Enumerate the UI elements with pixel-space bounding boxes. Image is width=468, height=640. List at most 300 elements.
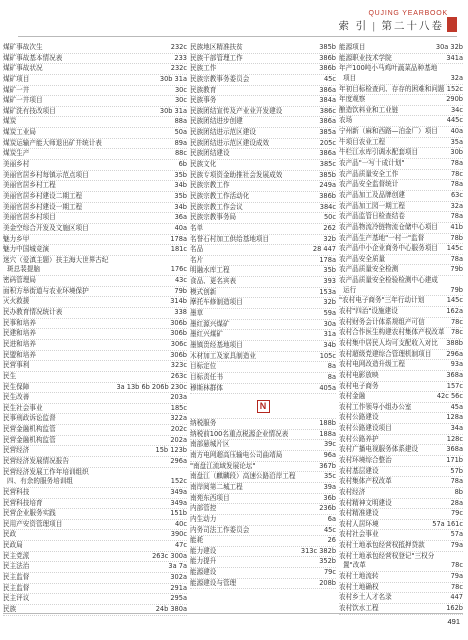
index-entry	[339, 244, 463, 255]
index-page-ref: 35b	[174, 191, 187, 200]
index-page-ref: 32a	[450, 201, 463, 210]
index-entry	[3, 213, 187, 224]
index-term: 农村电影放映	[339, 370, 379, 379]
index-entry	[190, 440, 336, 451]
index-term: 煤矿洗有技改项目	[3, 106, 56, 115]
index-entry	[339, 424, 463, 435]
index-term: 农村人居环境	[339, 519, 379, 528]
index-page-ref: 236b	[319, 504, 336, 513]
index-term: 民营企业服务实践	[3, 509, 56, 518]
index-term: 农村精准建设	[339, 509, 379, 518]
index-entry	[3, 235, 187, 246]
index-page-ref: 88c	[174, 149, 187, 158]
index-page-ref: 145c	[446, 244, 463, 253]
index-entry	[3, 361, 187, 372]
index-entry	[190, 557, 336, 568]
index-term: 四、有余的服务培训组	[7, 477, 73, 486]
index-term: 农村乡土人才名录	[339, 593, 392, 602]
index-entry	[339, 520, 463, 531]
index-term: 农产品中小企业商务中心服务项目	[339, 244, 438, 253]
index-entry	[3, 171, 187, 182]
index-entry	[190, 128, 336, 139]
index-term: 能源职业技术学院	[339, 53, 392, 62]
index-entry	[339, 435, 463, 446]
index-term: 农村合作医生构建农村集体产权改革	[339, 328, 445, 337]
index-term: 民营经济发展情况报告	[3, 456, 69, 465]
index-page-ref: 232c	[170, 43, 187, 51]
index-entry	[3, 584, 187, 595]
index-entry	[3, 541, 187, 552]
index-term: 能源建设	[190, 568, 217, 577]
index-entry	[339, 159, 463, 170]
index-entry	[190, 515, 336, 526]
index-term: 农村集体产权改革	[339, 477, 392, 486]
index-page-ref: 59a	[323, 309, 336, 318]
index-term: 墨红源兴煤矿	[190, 319, 230, 328]
index-page-ref: 447	[450, 593, 463, 602]
index-term: 农村经济	[339, 487, 366, 496]
index-entry	[190, 384, 336, 395]
index-page-ref: 208b	[319, 578, 336, 587]
index-page-ref: 263c	[170, 371, 187, 380]
index-page-ref: 35c	[323, 472, 336, 481]
index-page-ref: 47c	[174, 541, 187, 550]
index-entry	[190, 277, 336, 288]
index-entry	[3, 436, 187, 447]
index-entry	[190, 203, 336, 214]
index-term: 农村财务会计体系规组产可信	[339, 317, 425, 326]
index-page-ref: 45c	[323, 74, 336, 83]
index-page-ref: 30b	[450, 148, 463, 157]
index-term: 农村土地承包经营权登记"三权分	[339, 551, 435, 560]
index-page-ref: 93a	[450, 360, 463, 369]
index-page-ref: 205c	[319, 138, 336, 147]
index-term: 民营经济	[3, 446, 30, 455]
index-page-ref: 30a 32b	[435, 43, 463, 51]
index-entry	[190, 536, 336, 547]
index-entry	[339, 593, 463, 604]
index-page-ref: 34b	[323, 340, 336, 349]
index-page-ref: 188b	[319, 419, 336, 428]
index-page-ref: 89a	[174, 138, 187, 147]
index-page-ref: 40c	[174, 519, 187, 528]
index-entry	[190, 139, 336, 150]
index-term: 农产品质量安全检测	[339, 265, 399, 274]
index-term: 民族专项资金助推社会发展成效	[190, 170, 283, 179]
index-page-ref: 249a	[319, 181, 336, 190]
index-entry	[3, 393, 187, 404]
index-entry	[339, 552, 463, 562]
index-page-ref: 105c	[319, 351, 336, 360]
index-entry	[339, 583, 463, 594]
index-term: 美丽官居乡村每镇示范点项目	[3, 170, 89, 179]
index-term: 名品	[190, 245, 204, 254]
index-page-ref: 306b	[170, 350, 187, 359]
index-page-ref: 78c	[450, 169, 463, 178]
index-entry	[3, 149, 187, 160]
index-page-ref: 45a	[450, 402, 463, 411]
index-page-ref: 32b	[323, 298, 336, 307]
index-term: 民族团结进步创建	[190, 117, 243, 126]
index-term: 民主评议	[3, 594, 30, 603]
header-rule	[18, 36, 457, 37]
index-page-ref: 188a	[319, 429, 336, 438]
index-term: 美丽官居乡村建设二期工程	[3, 191, 83, 200]
index-page-ref: 368a	[446, 370, 463, 379]
index-page-ref: 39c	[323, 440, 336, 449]
index-term: 民族工作	[190, 64, 217, 73]
index-term: 农村广播电视服务体系建设	[339, 445, 419, 454]
index-term: 密码管理局	[3, 276, 36, 285]
index-term: 农村精神文明建设	[339, 498, 392, 507]
index-page-ref: 57b	[450, 466, 463, 475]
index-page-ref: 178a	[319, 255, 336, 264]
index-entry	[339, 202, 463, 213]
index-entry	[3, 245, 187, 256]
index-entry	[3, 139, 187, 150]
index-entry	[339, 561, 463, 572]
index-entry	[190, 451, 336, 462]
index-entry	[3, 446, 187, 457]
index-page-ref: 6a	[327, 514, 336, 523]
index-entry	[3, 43, 187, 54]
index-term: 农村公路建设	[339, 413, 379, 422]
index-entry	[3, 499, 187, 510]
index-term: 民盟和培养	[3, 350, 36, 359]
index-term: 煤矿一井项目	[3, 96, 43, 105]
index-term: 民族	[3, 604, 17, 613]
index-page-ref: 386a	[319, 85, 336, 94]
index-page-ref: 8a	[327, 372, 336, 381]
index-term: 明融水库工程	[190, 266, 230, 275]
index-term: 农产品"一写十成计划"	[339, 159, 405, 168]
index-page-ref: 128c	[446, 434, 463, 443]
index-entry	[339, 488, 463, 499]
index-term: 农村土地承包经营权抵押贷款	[339, 541, 425, 550]
index-entry	[190, 64, 336, 75]
index-entry	[3, 128, 187, 139]
index-page-ref: 367b	[319, 461, 336, 470]
index-page-ref: 322a	[170, 414, 187, 423]
index-page-ref: 8b	[454, 487, 463, 496]
index-entry	[3, 54, 187, 65]
index-entry	[339, 64, 463, 74]
index-term: 农村社会事业	[339, 530, 379, 539]
index-entry	[3, 425, 187, 436]
index-page-ref: 295a	[170, 594, 187, 603]
index-term: 民族地区精准扶贫	[190, 43, 243, 51]
index-page-ref: 78a	[450, 477, 463, 486]
index-entry	[190, 235, 336, 246]
index-group-n	[190, 419, 336, 589]
index-entry	[339, 212, 463, 223]
index-term: 目标责任书	[190, 372, 223, 381]
index-page-ref: 50a	[174, 128, 187, 137]
index-entry	[3, 265, 187, 276]
index-page-ref: 296a	[170, 456, 187, 465]
index-term: 煤炭运输产能大师退出矿井统计表	[3, 138, 102, 147]
index-term: 农产品加工园一期工程	[339, 201, 405, 210]
index-page-ref: 50c	[323, 213, 336, 222]
index-term: 农产品安全质量	[339, 254, 386, 263]
index-term: 农村环境综合整治	[339, 455, 392, 464]
index-page-ref: 341a	[446, 53, 463, 62]
index-entry	[190, 320, 336, 331]
index-page-ref: 153a	[319, 287, 336, 296]
index-entry	[3, 383, 187, 394]
index-entry	[3, 468, 187, 478]
index-term: 农村公路养护	[339, 434, 379, 443]
index-term: 农村土地确权	[339, 582, 379, 591]
index-page-ref: 34b	[174, 202, 187, 211]
index-page-ref: 78a	[450, 159, 463, 168]
index-page-ref: 78c	[450, 317, 463, 326]
index-entry	[339, 445, 463, 456]
index-term: 煤炭工业局	[3, 128, 36, 137]
index-entry	[3, 509, 187, 520]
index-entry	[190, 86, 336, 97]
index-entry	[3, 404, 187, 415]
index-page-ref: 40a	[174, 223, 187, 232]
index-page-ref: 30a	[323, 319, 336, 328]
index-term: 能力建设	[190, 546, 217, 555]
index-page-ref: 171b	[446, 455, 463, 464]
header-title: 索 引 | 第二十八卷	[338, 21, 444, 32]
index-entry	[339, 413, 463, 424]
index-entry	[339, 276, 463, 286]
index-term: 民族团结进示范区建设成效	[190, 138, 270, 147]
index-term: 民进和培养	[3, 339, 36, 348]
index-entry	[190, 117, 336, 128]
index-entry	[339, 360, 463, 371]
index-page-ref: 79b	[450, 265, 463, 274]
index-entry	[3, 297, 187, 308]
index-term: 农村"四治"设施建设	[339, 307, 398, 316]
index-term: "南盘江流域发展论坛"	[190, 461, 256, 470]
index-term: 民族宗教事务委员会	[190, 74, 250, 83]
index-entry	[3, 319, 187, 330]
index-page-ref: 306b	[170, 318, 187, 327]
index-entry	[339, 318, 463, 329]
index-group-m	[190, 43, 336, 394]
index-term: 民政局	[3, 541, 23, 550]
index-entry	[339, 234, 463, 245]
index-term: 民营事利	[3, 361, 30, 370]
index-page-ref: 79a	[450, 541, 463, 550]
index-term: 年度观察	[339, 95, 366, 104]
index-term: 农村土地流转	[339, 572, 379, 581]
index-entry	[190, 107, 336, 118]
index-entry	[339, 371, 463, 382]
index-entry	[3, 457, 187, 468]
index-page-ref: 79c	[323, 568, 336, 577]
index-entry	[339, 127, 463, 138]
index-entry	[339, 382, 463, 393]
index-entry	[3, 107, 187, 118]
index-term: 民族事务	[190, 96, 217, 105]
index-term: 墨红兴煤矿	[190, 330, 223, 339]
index-term: 民建和培养	[3, 329, 36, 338]
index-page-ref: 63c	[450, 190, 463, 199]
index-term: 民生改善	[3, 393, 30, 402]
index-term: 民用产安资管理项目	[3, 519, 63, 528]
index-term: 美丽乡村	[3, 160, 30, 169]
index-term: 魅力中国城竞演	[3, 245, 50, 254]
index-page-ref: 263c 300a	[152, 551, 187, 560]
index-page-ref: 43c	[174, 276, 187, 285]
index-page-ref: 302a	[170, 573, 187, 582]
index-page-ref: 15b 123b	[155, 446, 187, 455]
index-entry	[190, 472, 336, 483]
index-entry	[339, 403, 463, 414]
index-page-ref: 26	[327, 536, 336, 545]
index-entry	[190, 330, 336, 341]
index-term: 名片	[190, 255, 204, 264]
index-term: 民族宗教事务局	[190, 213, 237, 222]
index-page-ref: 6b	[178, 160, 187, 169]
index-term: 内部管控	[190, 504, 217, 513]
index-entry	[339, 286, 463, 297]
index-page-ref: 178a	[170, 234, 187, 243]
index-term: 灭火救援	[3, 297, 30, 306]
index-page-ref: 79b	[450, 285, 463, 294]
yearbook-seal	[447, 17, 457, 32]
index-page-ref: 78c	[450, 328, 463, 337]
index-page-ref: 386c	[319, 106, 336, 115]
index-page-ref: 296a	[446, 349, 463, 358]
index-page-ref: 385c	[319, 160, 336, 169]
index-entry	[190, 494, 336, 505]
page-header	[0, 0, 468, 44]
index-page-ref: 78a	[450, 212, 463, 221]
index-page-ref: 202a	[170, 435, 187, 444]
index-entry	[190, 96, 336, 107]
index-entry	[339, 180, 463, 191]
index-page-ref: 162b	[446, 603, 463, 612]
index-entry	[339, 54, 463, 65]
index-term: 南方电网超高压输电公司曲靖局	[190, 451, 283, 460]
index-page-ref: 41b	[450, 222, 463, 231]
index-term: 民族教育	[190, 85, 217, 94]
index-page-ref: 393	[323, 277, 336, 286]
index-term: 木材加工及家具制造业	[190, 351, 256, 360]
index-term: 民族团结建设	[190, 149, 230, 158]
index-page-ref: 290b	[446, 95, 463, 104]
index-page-ref: 32a	[450, 73, 463, 82]
index-page-ref: 181c	[170, 245, 187, 254]
index-term: 内生动力	[190, 514, 217, 523]
index-page-ref: 352b	[319, 557, 336, 566]
index-page-ref: 338	[174, 308, 187, 317]
index-page-ref: 386b	[319, 64, 336, 73]
index-term: 牛项目农业工程	[339, 137, 386, 146]
index-entry	[3, 181, 187, 192]
index-term: 煤矿事故基本情况表	[3, 53, 63, 62]
index-term: 纳税服务	[190, 419, 217, 428]
index-page-ref: 313c 382b	[300, 546, 336, 555]
index-entry	[3, 573, 187, 584]
index-term: 民生社会事业	[3, 403, 43, 412]
index-term: 民族文化	[190, 160, 217, 169]
index-entry	[3, 594, 187, 605]
index-entry	[190, 341, 336, 352]
index-page-ref: 24b 380a	[155, 604, 187, 613]
index-page-ref: 202c	[170, 425, 187, 434]
index-entry	[339, 148, 463, 159]
index-page-ref: 384c	[319, 202, 336, 211]
index-page-ref: 42c 56c	[436, 392, 463, 401]
index-page-ref: 203a	[170, 393, 187, 402]
index-term: 民族团结进示范区建设	[190, 128, 256, 137]
index-page-ref: 78c	[450, 582, 463, 591]
index-term: 农产品监管日检查结卷	[339, 212, 405, 221]
index-term: 农村电网改造升级工程	[339, 360, 405, 369]
index-term: 民营科技培育	[3, 498, 43, 507]
section-letter: N	[257, 400, 270, 413]
index-entry	[190, 266, 336, 277]
index-page-ref: 291a	[170, 583, 187, 592]
index-page-ref: 96a	[323, 451, 336, 460]
index-term: "农村电子商务"三年行动计划	[339, 296, 425, 305]
index-page-ref: 40a	[450, 127, 463, 136]
index-entry	[190, 547, 336, 558]
index-entry	[3, 64, 187, 75]
index-term: 南盘江（麒麟段）高速公路沿岸工程	[190, 472, 296, 481]
index-page-ref: 30c	[174, 85, 187, 94]
index-entry	[3, 86, 187, 97]
index-entry	[190, 373, 336, 384]
index-entry	[3, 562, 187, 573]
index-term: 模式创新	[190, 287, 217, 296]
index-entry	[339, 572, 463, 583]
index-entry	[339, 223, 463, 234]
index-entry	[190, 75, 336, 86]
index-term: 内务司法工作委员会	[190, 525, 250, 534]
index-term: 能耗	[190, 536, 204, 545]
index-entry	[339, 138, 463, 149]
index-entry	[3, 552, 187, 563]
index-term: 美金空综合开发及文施区项目	[3, 223, 89, 232]
index-entry	[190, 160, 336, 171]
index-page-ref: 232c	[170, 64, 187, 73]
index-term: 煤炭	[3, 117, 17, 126]
index-term: 民生	[3, 371, 17, 380]
index-term: 农村超级党建综合管理机制项目	[339, 349, 432, 358]
index-entry	[190, 419, 336, 430]
index-term: 年产100吨小马鸡叶蔬菜品种基地	[339, 64, 438, 73]
index-entry	[3, 340, 187, 351]
index-term: 南苑东西项目	[190, 493, 230, 502]
index-term: 墨草	[190, 309, 204, 318]
index-page-ref: 78a	[450, 180, 463, 189]
index-page-ref: 262	[323, 223, 336, 232]
index-entry	[339, 477, 463, 488]
index-term: 煤矿事故状况	[3, 64, 43, 73]
index-page-ref: 152c	[446, 84, 463, 93]
index-entry	[190, 54, 336, 65]
index-page-ref: 79b	[174, 286, 187, 295]
index-entry	[190, 362, 336, 373]
index-term: 民政	[3, 530, 17, 539]
index-term: 迷穴（爱滇主题）扶主海大世界古纪	[3, 255, 109, 264]
index-term: 农村基层建设	[339, 466, 379, 475]
section-heading-n	[190, 394, 336, 419]
index-term: 民族宗教工作活动化	[190, 191, 250, 200]
index-term: 美丽官居乡村工程	[3, 181, 56, 190]
index-entry	[3, 414, 187, 425]
index-page-ref: 28a	[450, 498, 463, 507]
index-page-ref: 388b	[446, 338, 463, 347]
